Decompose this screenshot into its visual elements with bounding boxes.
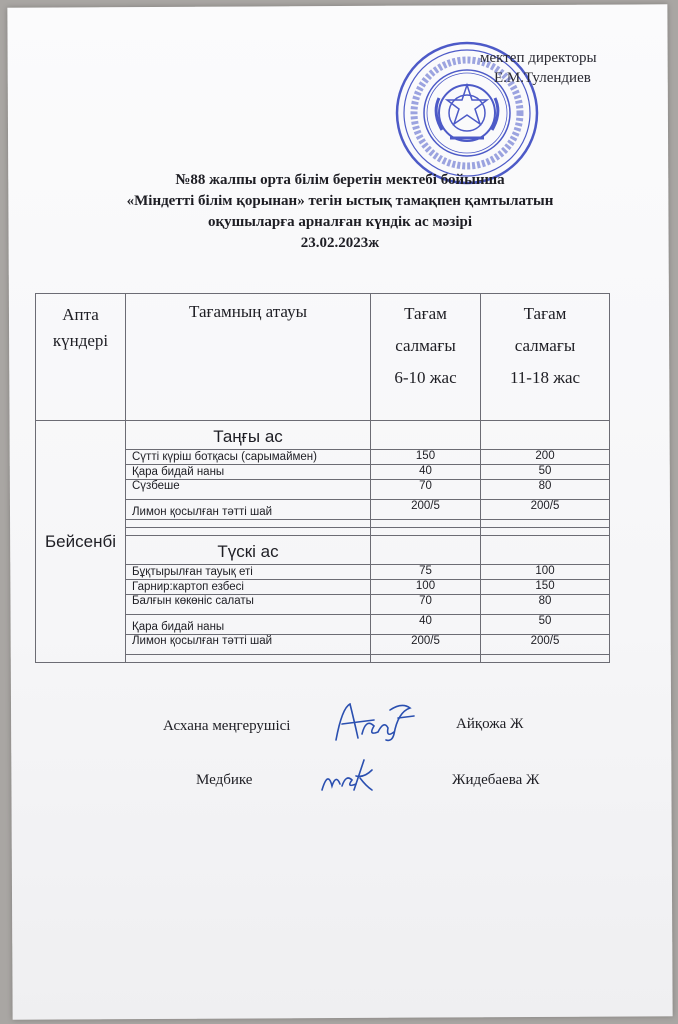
dish-name: Лимон қосылған тәтті шай	[126, 635, 371, 655]
weight-11-18: 200/5	[481, 635, 610, 655]
column-header-day	[36, 294, 126, 421]
approval-block	[480, 48, 597, 88]
dish-name: Қара бидай наны	[126, 615, 371, 635]
heading-line-2: «Міндетті білім қорынан» тегін ыстық тамақпен қамтылатын	[126, 193, 554, 209]
weight-6-10: 150	[371, 450, 481, 465]
empty-cell	[126, 528, 371, 536]
header-w2-line-1: Тағам	[523, 304, 567, 323]
empty-cell	[371, 528, 481, 536]
dish-name: Балғын көкөніс салаты	[126, 595, 371, 615]
empty-cell	[371, 536, 481, 565]
weight-11-18: 150	[481, 580, 610, 595]
heading-date: 23.02.2023ж	[300, 235, 380, 251]
weight-6-10: 200/5	[371, 635, 481, 655]
weight-6-10: 40	[371, 615, 481, 635]
weight-11-18: 200/5	[481, 500, 610, 520]
weight-6-10: 100	[371, 580, 481, 595]
empty-cell	[371, 520, 481, 528]
weight-11-18: 50	[481, 465, 610, 480]
header-w2-line-2: салмағы	[514, 336, 576, 355]
weight-11-18: 200	[481, 450, 610, 465]
signature-name-canteen-head: Айқожа Ж	[456, 716, 524, 732]
weight-6-10: 40	[371, 465, 481, 480]
document-heading	[40, 170, 640, 254]
table-header-row	[36, 294, 610, 421]
dish-name: Бұқтырылған тауық еті	[126, 565, 371, 580]
menu-table	[35, 293, 610, 663]
dish-name: Лимон қосылған тәтті шай	[126, 500, 371, 520]
weight-6-10: 70	[371, 480, 481, 500]
empty-cell	[481, 520, 610, 528]
dish-name: Қара бидай наны	[126, 465, 371, 480]
meal-title-breakfast: Таңғы ас	[126, 421, 371, 450]
weight-11-18: 50	[481, 615, 610, 635]
empty-cell	[481, 536, 610, 565]
empty-cell	[126, 655, 371, 663]
column-header-dish: Тағамның атауы	[126, 294, 371, 421]
approval-title: мектеп директоры	[480, 50, 597, 66]
header-day-line-1: Апта	[62, 305, 99, 324]
handwritten-signature-1	[328, 698, 418, 746]
day-cell: Бейсенбі	[36, 421, 126, 663]
empty-cell	[481, 655, 610, 663]
header-w2-line-3: 11-18 жас	[509, 368, 581, 387]
weight-6-10: 75	[371, 565, 481, 580]
column-header-weight-11-18	[481, 294, 610, 421]
meal-title-lunch: Түскі ас	[126, 536, 371, 565]
dish-name: Сүтті күріш ботқасы (сарымаймен)	[126, 450, 371, 465]
dish-name: Сүзбеше	[126, 480, 371, 500]
header-day-line-2: күндері	[52, 331, 109, 350]
signature-role-nurse: Медбике	[196, 772, 253, 788]
weight-6-10: 200/5	[371, 500, 481, 520]
approval-name: Е.М.Тулендиев	[494, 70, 591, 86]
header-w1-line-2: салмағы	[395, 336, 456, 355]
weight-6-10: 70	[371, 595, 481, 615]
signature-role-canteen-head: Асхана меңгерушісі	[163, 718, 291, 734]
weight-11-18: 80	[481, 480, 610, 500]
column-header-weight-6-10	[371, 294, 481, 421]
signature-name-nurse: Жидебаева Ж	[452, 772, 540, 788]
empty-cell	[371, 655, 481, 663]
empty-cell	[481, 528, 610, 536]
empty-cell	[371, 421, 481, 450]
weight-11-18: 80	[481, 595, 610, 615]
empty-cell	[126, 520, 371, 528]
weight-11-18: 100	[481, 565, 610, 580]
empty-cell	[481, 421, 610, 450]
dish-name: Гарнир:картоп езбесі	[126, 580, 371, 595]
heading-line-3: оқушыларға арналған күндік ас мәзірі	[208, 214, 472, 230]
header-w1-line-1: Тағам	[404, 304, 447, 323]
handwritten-signature-2	[316, 756, 376, 798]
meal-row-breakfast	[36, 421, 610, 450]
heading-line-1: №88 жалпы орта білім беретін мектебі бойынша	[175, 172, 505, 188]
header-w1-line-3: 6-10 жас	[394, 368, 457, 387]
